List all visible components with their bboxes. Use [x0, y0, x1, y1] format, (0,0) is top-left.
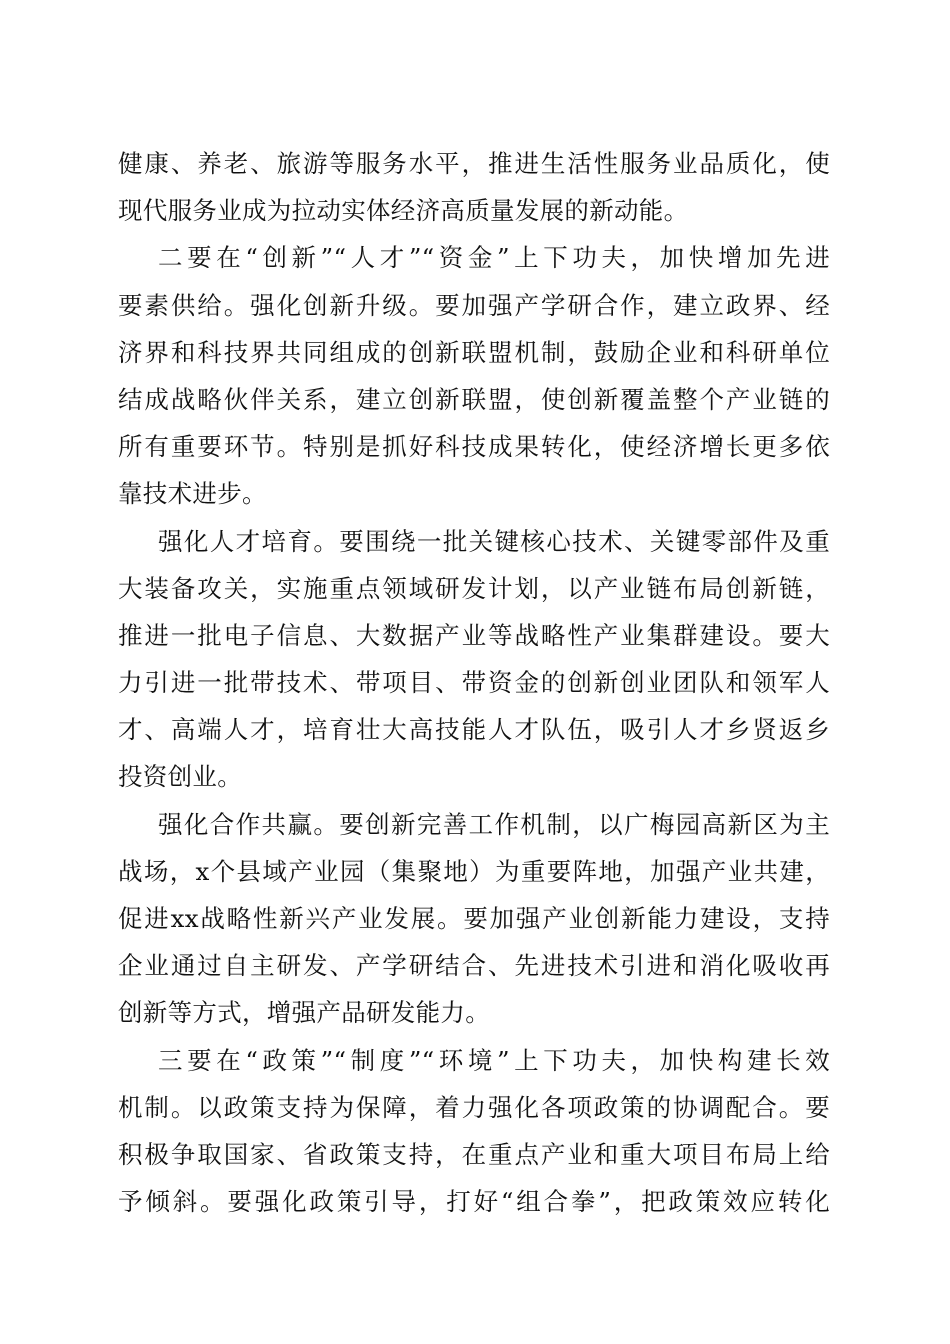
- text-line: 强化合作共赢。要创新完善工作机制，以广梅园高新区为主: [158, 809, 830, 839]
- text-line: 二要在“创新”“人才”“资金”上下功夫，加快增加先进: [158, 243, 830, 273]
- text-line: 推进一批电子信息、大数据产业等战略性产业集群建设。要大: [118, 620, 830, 650]
- text-line: 三要在“政策”“制度”“环境”上下功夫，加快构建长效: [158, 1045, 830, 1075]
- text-line: 大装备攻关，实施重点领域研发计划，以产业链布局创新链，: [118, 573, 830, 603]
- text-line: 机制。以政策支持为保障，着力强化各项政策的协调配合。要: [118, 1092, 830, 1122]
- text-line: 力引进一批带技术、带项目、带资金的创新创业团队和领军人: [118, 668, 830, 698]
- text-line: 创新等方式，增强产品研发能力。: [118, 998, 490, 1028]
- text-line: 现代服务业成为拉动实体经济高质量发展的新动能。: [118, 196, 689, 226]
- text-line: 投资创业。: [118, 762, 242, 792]
- text-line: 健康、养老、旅游等服务水平，推进生活性服务业品质化，使: [118, 149, 830, 178]
- text-line: 战场，x个县域产业园（集聚地）为重要阵地，加强产业共建，: [118, 856, 830, 886]
- text-line: 结成战略伙伴关系，建立创新联盟，使创新覆盖整个产业链的: [118, 384, 830, 414]
- text-line: 予倾斜。要强化政策引导，打好“组合拳”，把政策效应转化: [118, 1187, 830, 1217]
- text-line: 强化人才培育。要围绕一批关键核心技术、关键零部件及重: [158, 526, 830, 556]
- text-line: 靠技术进步。: [118, 479, 267, 509]
- text-line: 促进xx战略性新兴产业发展。要加强产业创新能力建设，支持: [118, 904, 830, 933]
- text-line: 才、高端人才，培育壮大高技能人才队伍，吸引人才乡贤返乡: [118, 715, 830, 745]
- text-line: 所有重要环节。特别是抓好科技成果转化，使经济增长更多依: [118, 432, 830, 462]
- text-line: 企业通过自主研发、产学研结合、先进技术引进和消化吸收再: [118, 951, 830, 981]
- text-line: 济界和科技界共同组成的创新联盟机制，鼓励企业和科研单位: [118, 337, 830, 367]
- text-line: 积极争取国家、省政策支持，在重点产业和重大项目布局上给: [118, 1139, 830, 1169]
- text-line: 要素供给。强化创新升级。要加强产学研合作，建立政界、经: [118, 290, 830, 320]
- document-body: [118, 140, 830, 1225]
